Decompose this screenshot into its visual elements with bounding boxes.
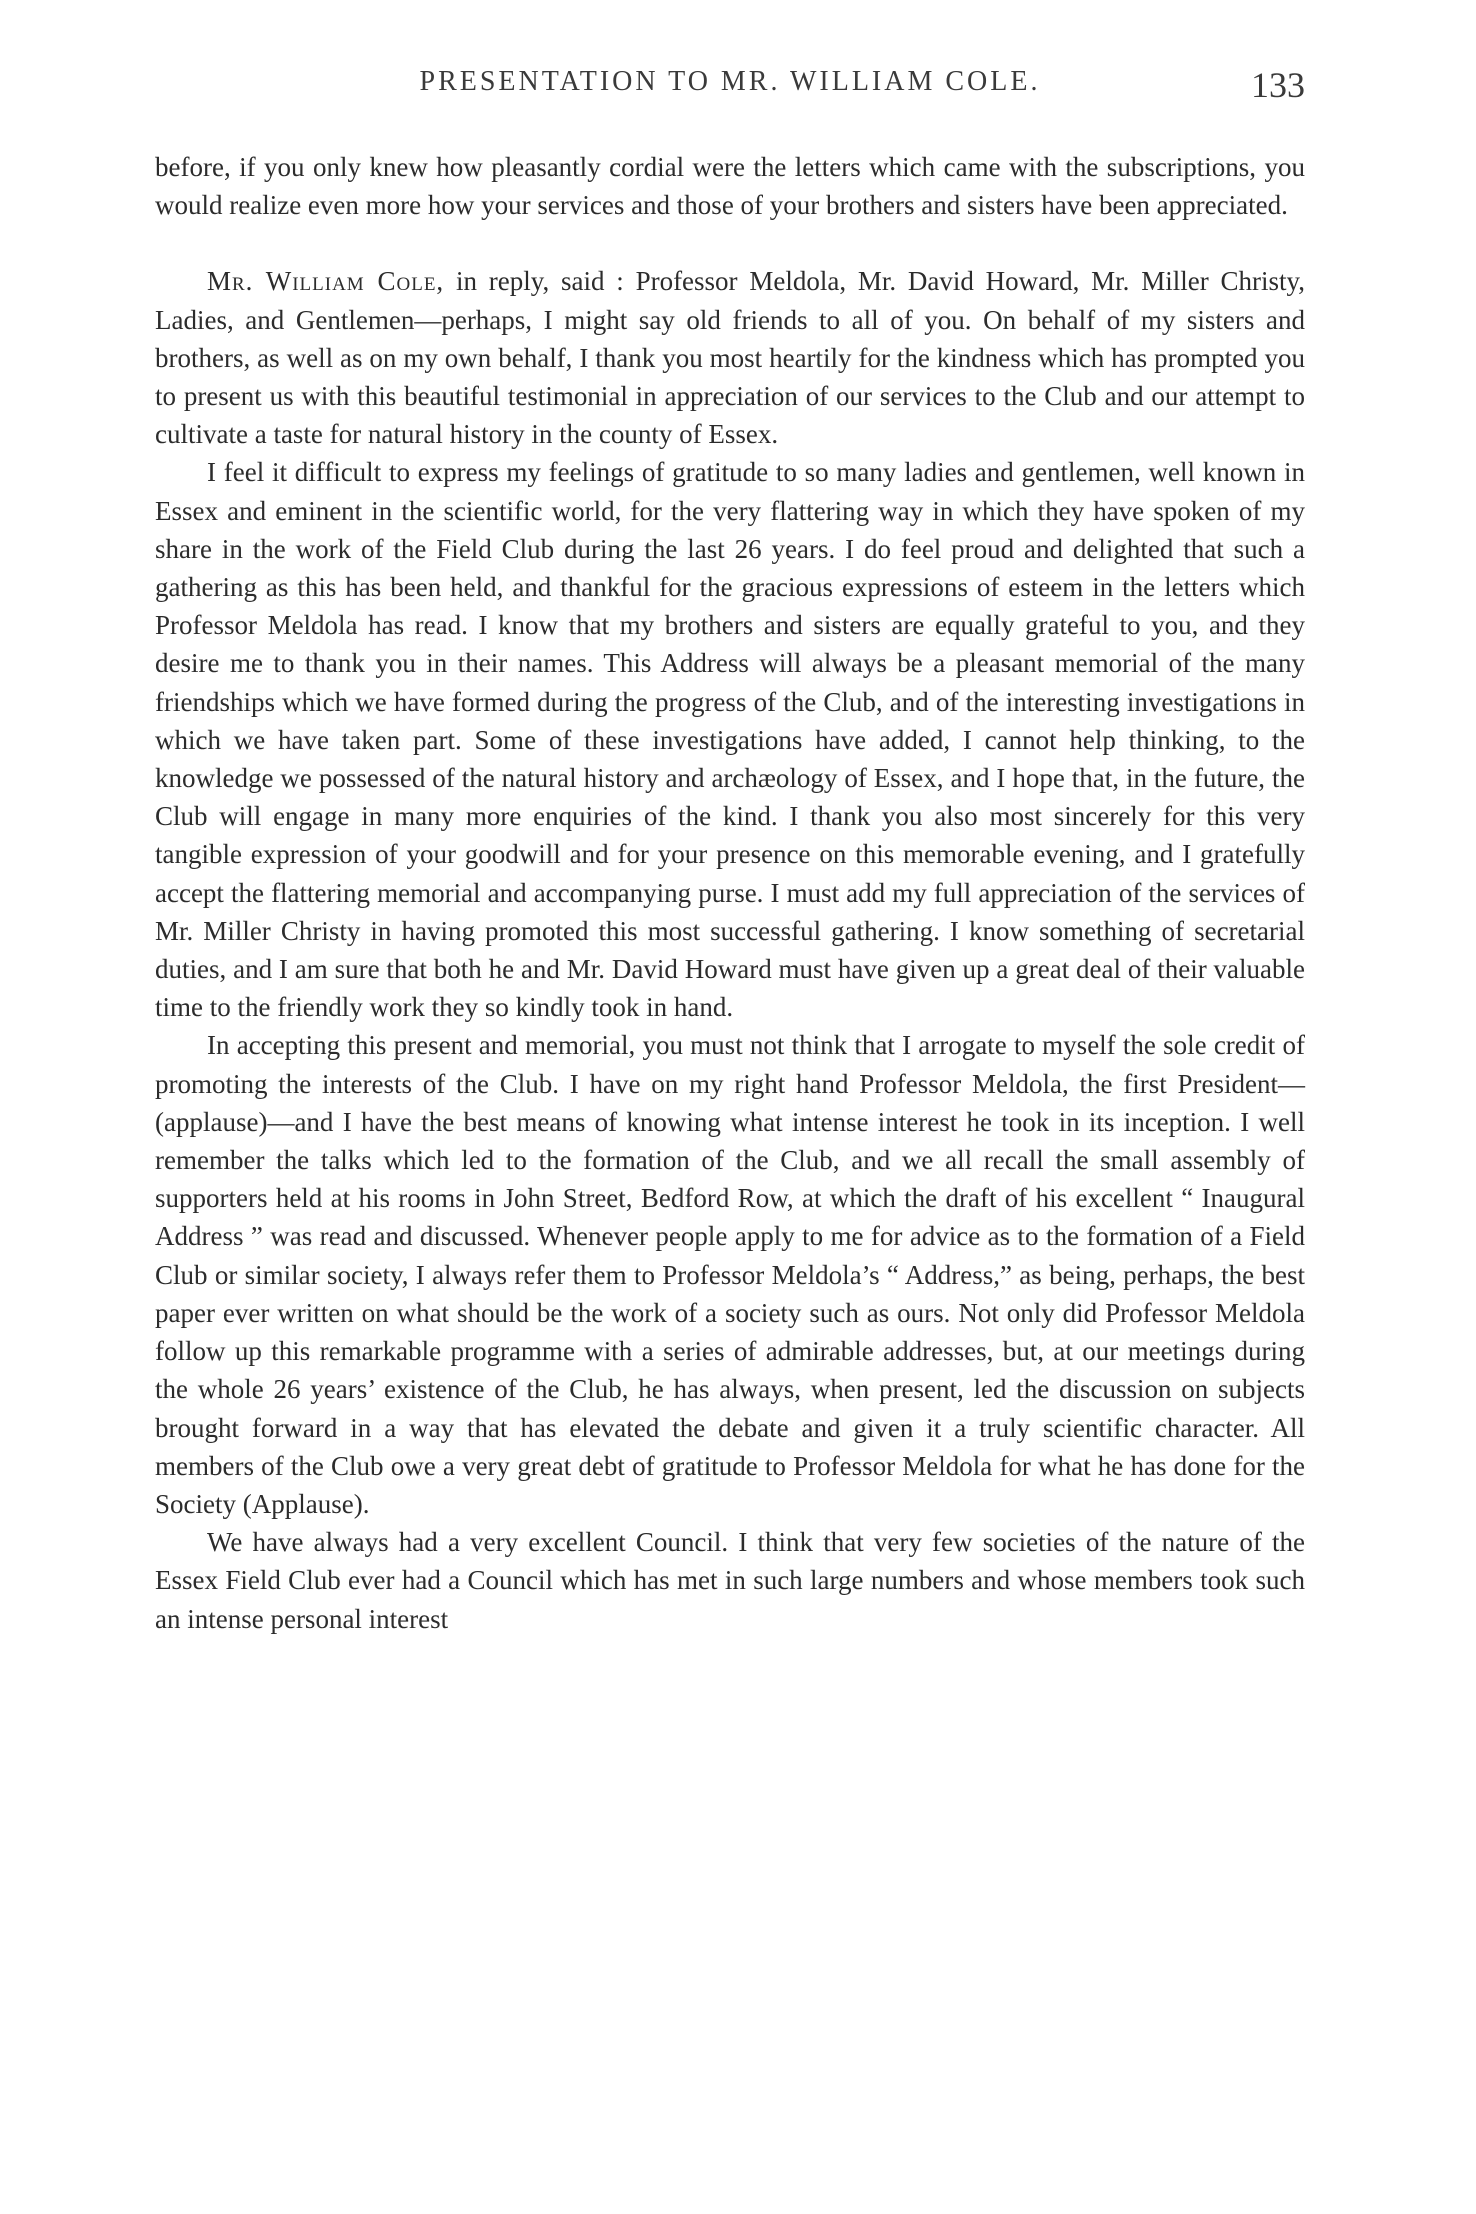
running-title: PRESENTATION TO MR. WILLIAM COLE. [419,66,1041,97]
paragraph-reply [155,262,1305,453]
paragraph-council: We have always had a very excellent Council. I think that very few societies of the nature of the Essex Field Club ever had a Council which has met in such large numbers and whose members took such an intense personal interest [155,1527,1305,1634]
paragraph-accepting: In accepting this present and memorial, you must not think that I arrogate to myself the sole credit of promoting the interests of the Club. I have on my right hand Professor Meldola, the first President—(applause)—and I have the best means of knowing what intense interest he took in its inception. I well remember the talks which led to the formation of the Club, and we all recall the small assembly of supporters held at his rooms in John Street, Bedford Row, at which the draft of his excellent “ Inaugural Address ” was read and discussed. Whenever people apply to me for advice as to the formation of a Field Club or similar society, I always refer them to Professor Meldola’s “ Address,” as being, perhaps, the best paper ever written on what should be the work of a society such as ours. Not only did Professor Meldola follow up this remarkable programme with a series of admirable addresses, but, at our meetings during the whole 26 years’ existence of the Club, he has always, when present, led the discussion on subjects brought forward in a way that has elevated the debate and given it a truly scientific character. All members of the Club owe a very great debt of gratitude to Professor Meldola for what he has done for the Society (Applause). [155,1030,1305,1519]
text-body [155,148,1305,1638]
paragraph-gratitude: I feel it difficult to express my feelings of gratitude to so many ladies and gentlemen, well known in Essex and eminent in the scientific world, for the very flattering way in which they have spoken of my share in the work of the Field Club during the last 26 years. I do feel proud and delighted that such a gathering as this has been held, and thankful for the gracious expressions of esteem in the letters which Professor Meldola has read. I know that my brothers and sisters are equally grateful to you, and they desire me to thank you in their names. This Address will always be a pleasant memorial of the many friendships which we have formed during the progress of the Club, and of the interesting investigations in which we have taken part. Some of these investigations have added, I cannot help thinking, to the knowledge we possessed of the natural history and archæology of Essex, and I hope that, in the future, the Club will engage in many more enquiries of the kind. I thank you also most sincerely for this very tangible expression of your goodwill and for your presence on this memorable evening, and I gratefully accept the flattering memorial and accompanying purse. I must add my full appreciation of the services of Mr. Miller Christy in having promoted this most successful gathering. I know something of secretarial duties, and I am sure that both he and Mr. David Howard must have given up a great deal of their valuable time to the friendly work they so kindly took in hand. [155,457,1305,1023]
page-number: 133 [1251,65,1305,105]
paragraph-reply-text: in reply, said : Professor Meldola, Mr. David Howard, Mr. Miller Christy, Ladies, and Gentlemen—perhaps, I might say old friends to all of you. On behalf of my sisters and brothers, as well as on my own behalf, I thank you most heartily for the kindness which has prompted you to present us with this beautiful testimonial in appreciation of our services to the Club and our attempt to cultivate a taste for natural history in the county of Essex. [155,266,1305,450]
running-head [155,58,1305,108]
paragraph-continuation: before, if you only knew how pleasantly cordial were the letters which came with the subscriptions, you would realize even more how your services and those of your brothers and sisters have been appreciated. [155,152,1305,221]
speaker-name: Mr. William Cole, [207,266,445,297]
